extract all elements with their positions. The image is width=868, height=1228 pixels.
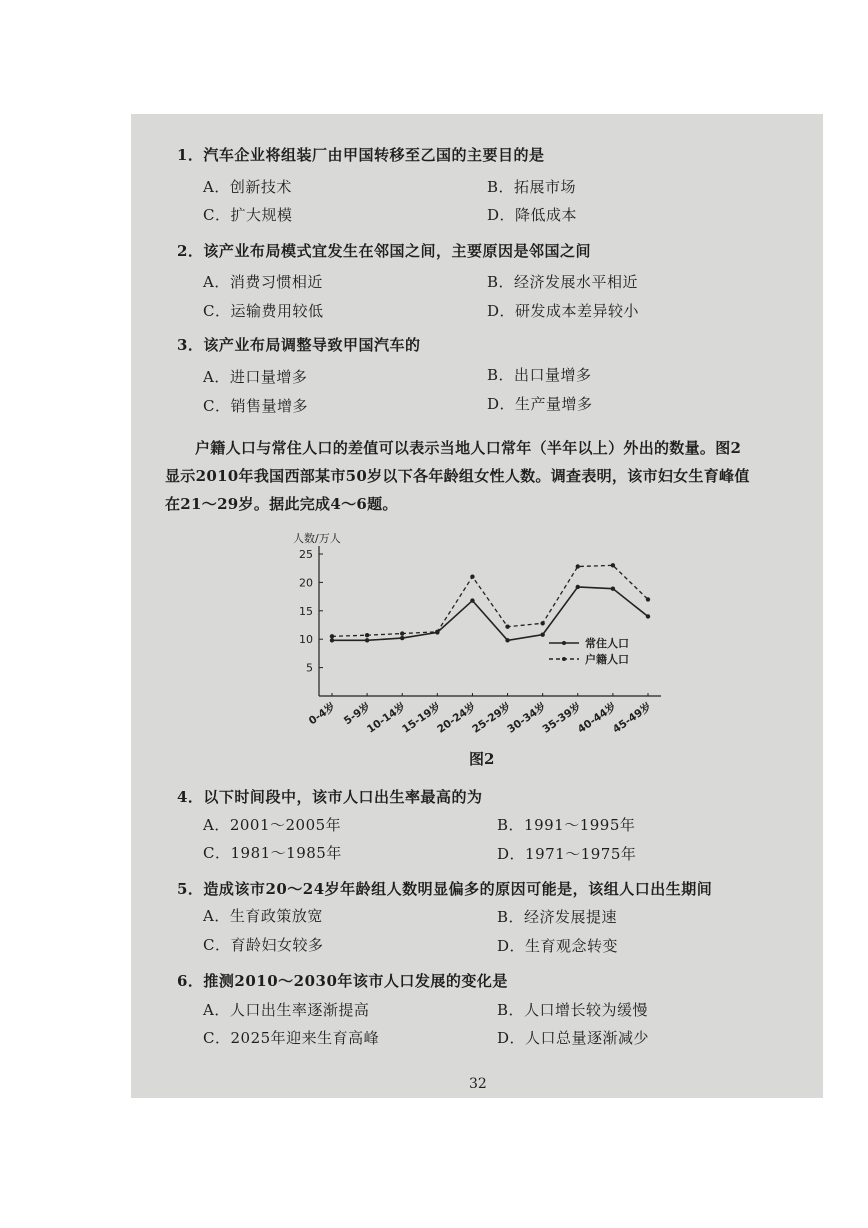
data-point: [646, 597, 650, 601]
y-tick-label: 25: [299, 548, 313, 561]
question-4-option-a: A．2001～2005年: [203, 816, 342, 834]
question-4-stem: 4．以下时间段中，该市人口出生率最高的为: [177, 788, 483, 806]
question-3-option-c: C．销售量增多: [203, 397, 308, 415]
question-3-option-a: A．进口量增多: [203, 368, 308, 386]
data-point: [576, 564, 580, 568]
question-6-option-a: A．人口出生率逐渐提高: [203, 1001, 370, 1019]
question-1-option-b: B．拓展市场: [487, 178, 577, 196]
data-point: [470, 575, 474, 579]
question-2-option-a: A．消费习惯相近: [203, 273, 323, 291]
data-point: [505, 638, 509, 642]
question-3-option-d: D．生产量增多: [487, 395, 593, 413]
passage-line-1: 户籍人口与常住人口的差值可以表示当地人口常年（半年以上）外出的数量。图2: [195, 439, 742, 457]
data-point: [400, 631, 404, 635]
legend-marker: [562, 641, 566, 645]
question-4-option-b: B．1991～1995年: [497, 816, 636, 834]
data-point: [611, 563, 615, 567]
question-6-option-d: D．人口总量逐渐减少: [497, 1029, 650, 1047]
legend-label: 常住人口: [585, 637, 629, 650]
data-point: [540, 621, 544, 625]
x-tick-label: 10-14岁: [364, 700, 408, 736]
figure-caption: 图2: [469, 750, 495, 768]
question-2-stem: 2．该产业布局模式宜发生在邻国之间，主要原因是邻国之间: [177, 242, 591, 260]
question-1-stem: 1．汽车企业将组装厂由甲国转移至乙国的主要目的是: [177, 146, 545, 164]
y-tick-label: 15: [299, 604, 313, 618]
x-tick-label: 35-39岁: [540, 700, 584, 736]
data-point: [540, 632, 544, 636]
legend-marker: [562, 657, 566, 661]
data-point: [576, 585, 580, 589]
x-tick-label: 40-44岁: [575, 700, 619, 736]
passage-line-3: 在21～29岁。据此完成4～6题。: [165, 495, 398, 513]
question-5-option-d: D．生育观念转变: [497, 937, 619, 955]
x-tick-label: 15-19岁: [400, 700, 444, 736]
question-3-option-b: B．出口量增多: [487, 366, 592, 384]
data-point: [365, 633, 369, 637]
x-tick-label: 20-24岁: [435, 700, 479, 736]
question-5-stem: 5．造成该市20～24岁年龄组人数明显偏多的原因可能是，该组人口出生期间: [177, 880, 713, 898]
data-point: [611, 586, 615, 590]
question-6-stem: 6．推测2010～2030年该市人口发展的变化是: [177, 972, 508, 990]
question-1-option-a: A．创新技术: [203, 178, 292, 196]
data-point: [330, 634, 334, 638]
y-axis-label: 人数/万人: [293, 532, 341, 545]
data-point: [330, 638, 334, 642]
x-tick-label: 45-49岁: [610, 700, 654, 736]
question-5-option-b: B．经济发展提速: [497, 908, 618, 926]
passage: [165, 434, 787, 518]
question-4-option-d: D．1971～1975年: [497, 845, 637, 863]
data-point: [505, 625, 509, 629]
y-tick-label: 10: [299, 633, 313, 647]
series-line-registered: [332, 565, 648, 636]
question-1-option-d: D．降低成本: [487, 206, 578, 224]
x-tick-label: 5-9岁: [341, 700, 373, 728]
question-6-option-b: B．人口增长较为缓慢: [497, 1001, 649, 1019]
legend-label: 户籍人口: [585, 653, 629, 666]
x-tick-label: 25-29岁: [470, 700, 514, 736]
question-2-option-d: D．研发成本差异较小: [487, 302, 640, 320]
data-point: [435, 630, 439, 634]
question-2-option-c: C．运输费用较低: [203, 302, 324, 320]
question-6-option-c: C．2025年迎来生育高峰: [203, 1029, 380, 1047]
question-5-option-c: C．育龄妇女较多: [203, 936, 324, 954]
data-point: [400, 636, 404, 640]
question-1-option-c: C．扩大规模: [203, 206, 293, 224]
question-3-stem: 3．该产业布局调整导致甲国汽车的: [177, 336, 421, 354]
population-line-chart: [271, 530, 671, 750]
passage-line-2: 显示2010年我国西部某市50岁以下各年龄组女性人数。调查表明，该市妇女生育峰值: [165, 467, 750, 485]
y-tick-label: 5: [306, 661, 313, 675]
question-5-option-a: A．生育政策放宽: [203, 907, 323, 925]
y-tick-label: 20: [299, 576, 313, 590]
page-number: 32: [469, 1076, 487, 1092]
data-point: [470, 598, 474, 602]
x-tick-label: 0-4岁: [306, 700, 338, 728]
data-point: [646, 614, 650, 618]
data-point: [365, 638, 369, 642]
question-4-option-c: C．1981～1985年: [203, 844, 342, 862]
question-2-option-b: B．经济发展水平相近: [487, 273, 639, 291]
x-tick-label: 30-34岁: [505, 700, 549, 736]
exam-page: [131, 114, 823, 1098]
series-line-resident: [332, 587, 648, 640]
